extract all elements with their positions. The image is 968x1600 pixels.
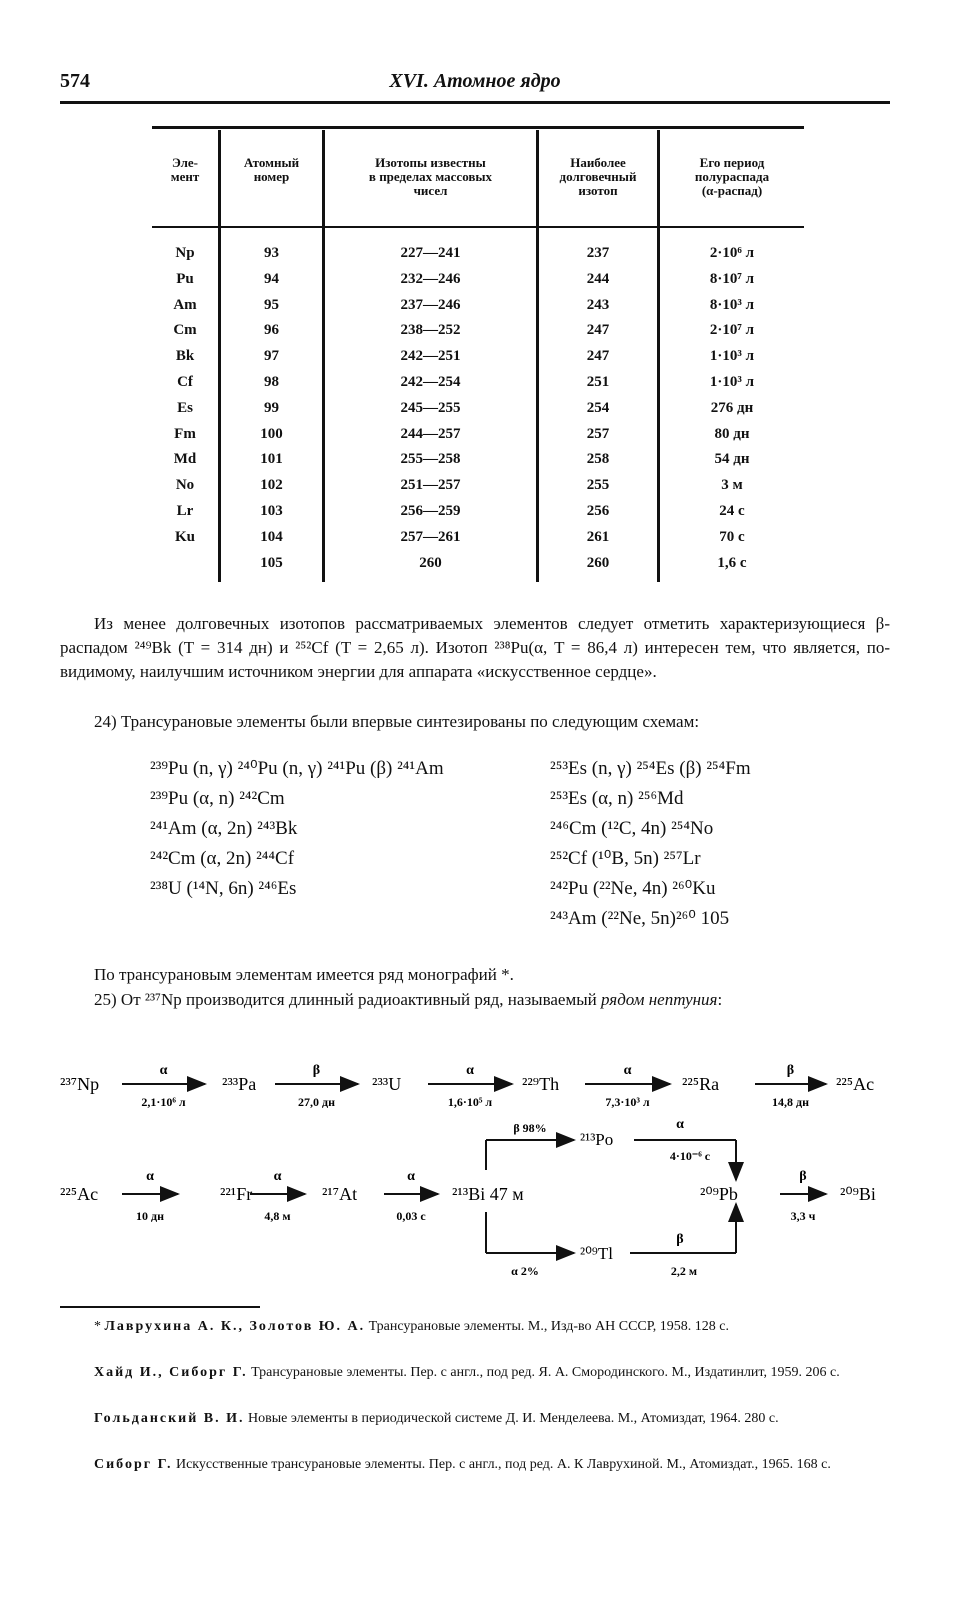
synthesis-scheme: ²³⁹Pu (n, γ) ²⁴⁰Pu (n, γ) ²⁴¹Pu (β) ²⁴¹Am [150, 758, 444, 779]
table-header-cell: Наиболее долговечный изотоп [559, 155, 637, 198]
half-life-label: 2,1·10⁶ л [141, 1095, 186, 1109]
synthesis-scheme: ²⁵²Cf (¹⁰B, 5n) ²⁵⁷Lr [550, 848, 701, 869]
table-cell: Cf [177, 374, 193, 390]
table-cell: Bk [175, 348, 195, 365]
table-cell: 256 [586, 503, 610, 519]
table-cell: 8·10⁷ л [709, 270, 755, 287]
table-header-cell: Атомный номер [243, 155, 300, 184]
nuclide-label: ²²⁹Th [522, 1074, 560, 1094]
synthesis-scheme: ²⁴²Cm (α, 2n) ²⁴⁴Cf [150, 848, 295, 869]
table-cell: 243 [586, 296, 610, 313]
table-cell: 97 [264, 348, 279, 365]
footnote-text: Трансурановые элементы. М., Изд-во АН СССР, 1958. 128 с. [365, 1319, 730, 1334]
table-cell: 238—252 [400, 322, 461, 339]
nuclide-label: ²¹³Bi 47 м [452, 1184, 524, 1204]
nuclide-label: ²³³U [372, 1074, 402, 1094]
table-cell: No [175, 477, 195, 494]
table-cell: 244 [586, 270, 610, 287]
table-cell: 93 [264, 245, 279, 261]
nuclide-label: ²²⁵Ac [60, 1184, 99, 1204]
decay-mode-label: α [676, 1117, 684, 1132]
table-cell: 80 дн [714, 425, 750, 442]
table-cell: 242—251 [400, 348, 461, 365]
nuclide-label: ²⁰⁹Tl [580, 1244, 613, 1263]
schemes-right [550, 755, 890, 945]
table-cell: 260 [586, 554, 610, 571]
footnote-mark: * [94, 1319, 105, 1334]
page-number: 574 [60, 70, 90, 92]
synthesis-scheme: ²⁵³Es (α, n) ²⁵⁶Md [550, 788, 684, 809]
decay-mode-label: α [159, 1063, 168, 1078]
table-header-cell: Эле- мент [170, 155, 200, 184]
half-life-label: 4,8 м [264, 1209, 291, 1223]
branch-ratio-label: β 98% [513, 1121, 547, 1135]
table-cell: 54 дн [714, 451, 750, 468]
table-top-rule [152, 126, 804, 129]
nuclide-label: ²⁰⁹Bi [840, 1184, 876, 1204]
decay-mode-label: α [407, 1169, 415, 1184]
half-life-label: 3,3 ч [790, 1209, 816, 1223]
table-cell: 258 [586, 451, 610, 468]
table-cell: 102 [260, 477, 283, 494]
synthesis-scheme: ²⁴¹Am (α, 2n) ²⁴³Bk [150, 818, 298, 839]
table-head-rule [152, 226, 804, 228]
paragraph-4-colon: : [717, 990, 723, 1009]
footnote-text: Трансурановые элементы. Пер. с англ., под ред. Я. А. Смородинского. М., Издатинлит, 1959. 206 с. [247, 1365, 840, 1380]
footnote-entry [60, 1362, 890, 1384]
table-cell: 254 [586, 399, 610, 416]
table-cell: 101 [260, 451, 283, 468]
table-cell: 8·10³ л [709, 296, 755, 313]
header-rule [60, 101, 890, 104]
synthesis-scheme: ²³⁸U (¹⁴N, 6n) ²⁴⁶Es [150, 878, 297, 899]
table-cell: Np [175, 245, 195, 261]
decay-mode-label: α [466, 1063, 474, 1078]
schemes-left [150, 755, 530, 915]
footnote-rule [60, 1306, 260, 1308]
synthesis-scheme: ²⁴⁶Cm (¹²C, 4n) ²⁵⁴No [550, 818, 714, 839]
neptunium-series-term: рядом нептуния [601, 990, 718, 1009]
nuclide-label: ²²¹Fr [220, 1184, 253, 1204]
footnote-text: Новые элементы в периодической системе Д. И. Менделеева. М., Атомиздат, 1964. 280 с. [244, 1411, 779, 1426]
paragraph-3: По трансурановым элементам имеется ряд монографий *. [94, 965, 514, 984]
decay-mode-label: β [799, 1169, 807, 1184]
nuclide-label: ²¹³Po [580, 1130, 614, 1149]
nuclide-label: ²²⁵Ra [682, 1074, 720, 1094]
table-cell: 99 [264, 399, 279, 416]
table-cell: 96 [264, 322, 279, 339]
nuclide-label: ²²⁵Ac [836, 1074, 875, 1094]
nuclide-label: ²¹⁷At [322, 1184, 358, 1204]
table-cell: Cm [173, 322, 197, 339]
table-cell: 255 [586, 477, 610, 494]
table-cell: 103 [260, 503, 283, 519]
synthesis-scheme: ²⁵³Es (n, γ) ²⁵⁴Es (β) ²⁵⁴Fm [550, 758, 751, 779]
nuclide-label: ²³³Pa [222, 1074, 257, 1094]
half-life-label: 10 дн [136, 1209, 164, 1223]
decay-mode-label: β [786, 1063, 795, 1078]
half-life-label: 7,3·10³ л [605, 1095, 650, 1109]
synthesis-scheme: ²⁴³Am (²²Ne, 5n)²⁶⁰ 105 [550, 908, 730, 929]
footnote-author: Лаврухина А. К., Золотов Ю. А. [104, 1319, 366, 1334]
half-life-label: 1,6·10⁵ л [447, 1095, 493, 1109]
table-header-cell: Его период полураспада (α-распад) [694, 155, 770, 198]
table-cell: 256—259 [400, 503, 461, 519]
decay-mode-label: α [146, 1169, 154, 1184]
table-cell: 261 [586, 528, 610, 545]
paragraph-2: 24) Трансурановые элементы были впервые синтезированы по следующим схемам: [94, 712, 700, 731]
table-cell: 244—257 [400, 425, 461, 442]
table-cell: 247 [586, 322, 610, 339]
decay-mode-label: β [312, 1063, 321, 1078]
footnote-text: Искусственные трансурановые элементы. Пер. с англ., под ред. А. К Лаврухиной. М., Атомиздат., 1965. 168 с. [172, 1457, 831, 1472]
table-cell: 251 [586, 374, 610, 390]
half-life-label: 0,03 с [396, 1209, 426, 1223]
table-cell: 276 дн [710, 399, 754, 416]
table-cell: 260 [419, 554, 442, 571]
branch-ratio-label: α 2% [511, 1264, 539, 1278]
table-cell: 2·10⁷ л [709, 322, 755, 339]
table-cell: Am [173, 296, 197, 313]
half-life-label: 2,2 м [670, 1264, 698, 1278]
table-cell: 2·10⁶ л [709, 245, 755, 261]
paragraph-4-text: 25) От ²³⁷Np производится длинный радиоактивный ряд, называемый [94, 990, 602, 1009]
table-cell: 24 с [719, 503, 745, 519]
decay-mode-label: β [676, 1232, 684, 1247]
decay-mode-label: α [273, 1169, 282, 1184]
table-cell: 237—246 [400, 296, 461, 313]
decay-mode-label: α [623, 1063, 632, 1078]
footnote-author: Сиборг Г. [94, 1457, 173, 1472]
table-cell: 95 [264, 296, 279, 313]
table-cell: 3 м [721, 477, 743, 494]
table-cell: 247 [586, 348, 610, 365]
table-cell: 1,6 с [717, 554, 747, 571]
paragraph-4 [60, 988, 890, 1012]
half-life-label: 14,8 дн [772, 1095, 809, 1109]
table-cell: 94 [264, 270, 279, 287]
table-cell: 105 [260, 554, 283, 571]
table-cell: 1·10³ л [709, 348, 755, 365]
paragraph-1: Из менее долговечных изотопов рассматриваемых элементов следует отметить характеризующиеся β-распадом ²⁴⁹Bk (T = 314 дн) и ²⁵²Cf (T = 2,65 л). Изотоп ²³⁸Pu(α, T = 86,4 л) интересен тем, что является, по-видимому, наилучшим источником энергии для аппарата «искусственное сердце». [60, 614, 890, 681]
footnote-entry [60, 1316, 890, 1338]
nuclide-label: ²³⁷Np [60, 1074, 100, 1094]
table-cell: Pu [176, 270, 194, 287]
running-title: XVI. Атомное ядро [389, 70, 561, 92]
page-header [60, 70, 890, 100]
footnote-author: Гольданский В. И. [94, 1411, 245, 1426]
table-cell: 227—241 [400, 245, 461, 261]
table-cell: Ku [174, 528, 195, 545]
table-cell: 232—246 [400, 270, 461, 287]
table-cell: 1·10³ л [709, 374, 755, 390]
table-cell: 237 [586, 245, 610, 261]
table-cell: 257—261 [400, 528, 461, 545]
half-life-label: 4·10⁻⁶ с [669, 1149, 711, 1163]
isotope-table [152, 126, 804, 586]
table-header-cell: Изотопы известны в пределах массовых чисел [368, 155, 493, 198]
footnote-author: Хайд И., Сиборг Г. [94, 1365, 248, 1380]
table-cell: 251—257 [400, 477, 461, 494]
table-cell: Md [173, 451, 197, 468]
half-life-label: 27,0 дн [298, 1095, 335, 1109]
nuclide-label: ²⁰⁹Pb [700, 1184, 738, 1204]
table-cell: Lr [176, 503, 194, 519]
table-cell: Fm [174, 425, 196, 442]
table-cell: 104 [260, 528, 283, 545]
table-cell: 255—258 [400, 451, 461, 468]
table-cell: Es [177, 399, 193, 416]
table-cell: 70 с [719, 528, 745, 545]
table-cell: 98 [264, 374, 279, 390]
neptunium-decay-diagram [0, 1050, 968, 1290]
table-cell: 242—254 [400, 374, 461, 390]
footnote-entry [60, 1408, 890, 1430]
table-cell: 100 [260, 425, 283, 442]
footnote-entry [60, 1454, 890, 1476]
table-cell: 257 [586, 425, 610, 442]
synthesis-scheme: ²³⁹Pu (α, n) ²⁴²Cm [150, 788, 285, 809]
synthesis-scheme: ²⁴²Pu (²²Ne, 4n) ²⁶⁰Ku [550, 878, 716, 899]
table-cell: 245—255 [400, 399, 461, 416]
